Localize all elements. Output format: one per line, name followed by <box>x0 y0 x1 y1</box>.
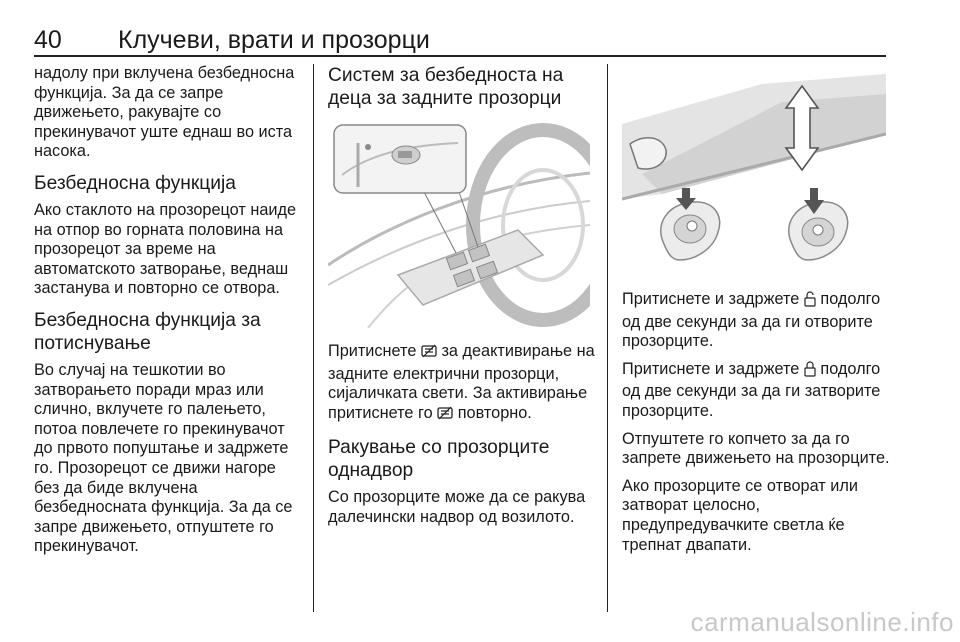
section-heading: Безбедносна функција за потиснување <box>34 309 261 354</box>
chapter-title: Клучеви, врати и прозорци <box>118 26 430 54</box>
paragraph: Со прозорците може да се ракува далечински надвор од возилото. <box>328 488 586 526</box>
child-lock-window-icon <box>421 343 437 365</box>
column-divider-2 <box>607 64 608 612</box>
paragraph: надолу при вклучена безбедносна функција. За да се запре движењето, ракувајте со прекинувачот уште еднаш во иста насока. <box>34 64 295 161</box>
lock-padlock-icon <box>804 361 816 383</box>
paragraph: Ако прозорците се отворат или затворат целосно, предупредувачките светла ќе трепнат двапати. <box>622 476 858 554</box>
column-divider-1 <box>313 64 314 612</box>
door-panel-drawing <box>328 115 590 328</box>
column-1 <box>34 64 302 565</box>
window-remote-drawing <box>622 64 886 278</box>
page-header <box>34 26 886 56</box>
column-2-lower <box>328 342 596 536</box>
paragraph: Во случај на тешкотии во затворањето поради мраз или слично, вклучете го палењето, потоа повлечете го прекинувачот до првото попуштање и задржете го. Прозорецот се движи нагоре без да биде вклучена безбедносната функција. За да се запре движењето, отпуштете го прекинувачот. <box>34 360 293 556</box>
section-heading: Систем за безбедноста на деца за задните прозорци <box>328 65 564 109</box>
section-heading: Ракување со прозорците однадвор <box>328 437 550 482</box>
paragraph: Притиснете и задржете подолго од две секунди за да ги затворите прозорците. <box>622 359 881 420</box>
header-rule <box>34 55 886 57</box>
door-panel-illustration <box>328 115 590 328</box>
column-3 <box>622 290 890 563</box>
watermark: carmanualsonline.info <box>690 607 954 637</box>
window-remote-illustration <box>622 64 886 278</box>
paragraph: Ако стаклото на прозорецот наиде на отпор во горната половина на прозорецот за време на автоматското затворање, веднаш застанува и повторно се отвора. <box>34 200 297 298</box>
child-lock-window-icon <box>437 405 453 427</box>
paragraph: Притиснете за деактивирање на задните електрични прозорци, сијаличката свети. За активирање притиснете го повторно. <box>328 342 596 426</box>
paragraph: Притиснете и задржете подолго од две секунди за да ги отворите прозорците. <box>622 290 881 351</box>
page-number: 40 <box>34 26 62 54</box>
section-heading: Безбедносна функција <box>34 172 236 194</box>
paragraph: Отпуштете го копчето за да го запрете движењето на прозорците. <box>622 429 890 468</box>
column-2 <box>328 64 596 116</box>
unlock-padlock-icon <box>804 291 816 313</box>
